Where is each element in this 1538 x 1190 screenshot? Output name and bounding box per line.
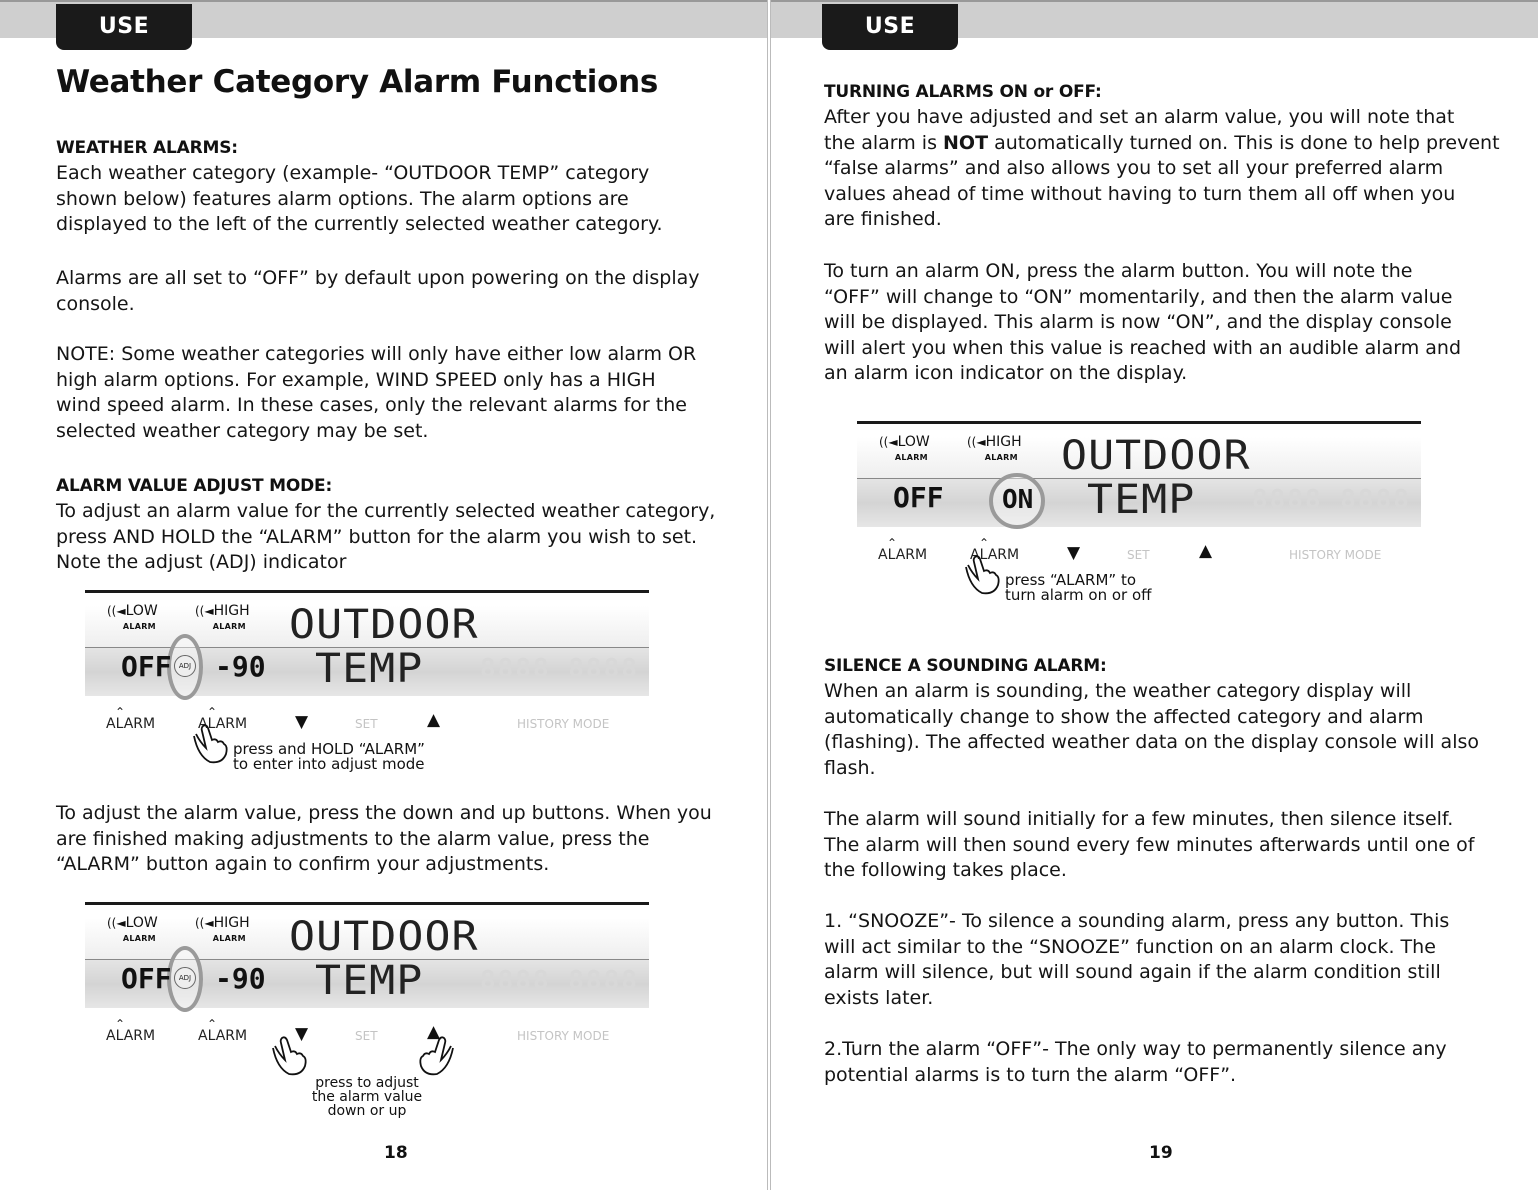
text-line: potential alarms is to turn the alarm “OFF”. [824,1063,1237,1086]
text-line: high alarm options. For example, WIND SPEED only has a HIGH [56,368,656,391]
text-line: When an alarm is sounding, the weather category display will [824,680,1412,702]
low-alarm-value: OFF [121,962,172,995]
text-line: values ahead of time without having to turn them all off when you [824,182,1456,205]
low-label: LOW [897,434,930,450]
page-18 [0,0,768,1190]
text-line: alarm will silence, but will sound again if the alarm condition still [824,961,1441,984]
alarm-button-low[interactable]: ALARM [106,1028,156,1044]
text-line: The alarm will then sound every few minutes afterwards until one of [824,833,1475,856]
turning-alarms-section [824,82,1514,233]
ghost-digits: 8888 8888 [1252,485,1411,515]
callout-text [1005,573,1151,603]
text-line: are finished making adjustments to the alarm value, press the [56,827,650,850]
alarm-bell-icon: ((◄ [195,604,214,618]
text-line: To adjust an alarm value for the currently selected weather category, [56,500,716,522]
section-tab-use: USE [822,4,958,50]
adjust-mode-heading: ALARM VALUE ADJUST MODE: [56,476,333,496]
category-top-text: OUTDOOR [289,914,479,960]
high-alarm-indicator [195,916,250,946]
sound-initially-paragraph [824,807,1514,884]
alarm-sublabel: ALARM [122,934,156,943]
up-arrow-icon[interactable]: ▲ [1199,541,1213,561]
low-alarm-indicator [879,435,930,465]
alarm-button-high[interactable]: ALARM [198,1028,248,1044]
category-bottom-text: TEMP [1087,477,1196,523]
category-top-text: OUTDOOR [289,602,479,648]
text-line: After you have adjusted and set an alarm value, you will note that [824,106,1455,128]
text-line: console. [56,292,135,315]
text-line: 2.Turn the alarm “OFF”- The only way to permanently silence any [824,1038,1447,1060]
callout-text [307,1076,427,1118]
alarm-button-high[interactable]: ALARM [198,716,248,732]
divider [857,421,1421,424]
set-button[interactable]: SET [355,1029,378,1043]
adj-indicator: ADJ [174,655,196,677]
low-alarm-value: OFF [893,481,944,514]
category-top-text: OUTDOOR [1061,433,1251,479]
text-line: Alarms are all set to “OFF” by default upon powering on the display [56,267,700,289]
emphasis-not: NOT [943,131,989,154]
text-line: “false alarms” and also allows you to set all your preferred alarm [824,157,1444,180]
silence-section [824,656,1514,781]
alarms-default-paragraph [56,266,736,317]
text-line: will alert you when this value is reached with an audible alarm and [824,336,1462,359]
ghost-digits: 8888 8888 [480,966,639,996]
high-alarm-indicator [967,435,1022,465]
text-line: wind speed alarm. In these cases, only the relevant alarms for the [56,394,687,417]
set-button[interactable]: SET [1127,548,1150,562]
category-bottom-text: TEMP [315,646,424,692]
alarm-bell-icon: ((◄ [195,916,214,930]
alarm-sublabel: ALARM [894,453,928,462]
page-number: 19 [1149,1143,1173,1163]
text-line: are finished. [824,208,942,231]
history-mode-button[interactable]: HISTORY MODE [1289,548,1382,562]
weather-alarms-text [56,161,736,238]
page-19 [770,0,1538,1190]
caret-icon: ⌃ [979,536,990,550]
alarm-bell-icon: ((◄ [107,916,126,930]
text-span: automatically turned on. This is done to help prevent [988,131,1500,154]
low-alarm-value: OFF [121,650,172,683]
high-label: HIGH [213,603,250,619]
alarm-bell-icon: ((◄ [967,435,986,449]
down-arrow-icon[interactable]: ▼ [295,712,309,732]
callout-line: press “ALARM” to [1005,571,1137,589]
text-line: NOTE: Some weather categories will only have either low alarm OR [56,343,697,365]
up-arrow-icon[interactable]: ▲ [427,710,441,730]
caret-icon: ⌃ [115,1017,126,1031]
text-line: selected weather category may be set. [56,419,429,442]
callout-text [233,742,425,772]
text-line: exists later. [824,986,934,1009]
text-span: the alarm is [824,131,944,154]
alarm-button-high[interactable]: ALARM [970,547,1020,563]
adjust-mode-text [56,499,736,576]
adjust-mode-section [56,476,736,576]
alarm-sublabel: ALARM [984,453,1018,462]
up-arrow-icon[interactable]: ▲ [427,1022,441,1042]
down-arrow-icon[interactable]: ▼ [1067,543,1081,563]
low-alarm-indicator [107,916,158,946]
lcd-display-adjust-value [85,902,685,1119]
text-line: the following takes place. [824,859,1067,882]
text-line [824,131,1514,157]
page-title: Weather Category Alarm Functions [56,64,659,100]
alarm-sublabel: ALARM [212,622,246,631]
high-label: HIGH [213,915,250,931]
caret-icon: ⌃ [207,705,218,719]
turning-alarms-text [824,105,1514,233]
history-mode-button[interactable]: HISTORY MODE [517,1029,610,1043]
ghost-digits: 8888 8888 [480,654,639,684]
weather-alarms-section [56,138,736,238]
pointing-hand-icon [415,1034,459,1078]
alarm-sublabel: ALARM [122,622,156,631]
text-line: an alarm icon indicator on the display. [824,362,1188,385]
pointing-hand-icon [188,722,232,766]
lcd-display-alarm-on [857,421,1457,626]
callout-line: turn alarm on or off [1005,586,1152,604]
alarm-button-low[interactable]: ALARM [878,547,928,563]
alarm-bell-icon: ((◄ [107,604,126,618]
text-line: will act similar to the “SNOOZE” function on an alarm clock. The [824,935,1436,958]
turning-alarms-heading: TURNING ALARMS ON or OFF: [824,82,1102,102]
text-line: Note the adjust (ADJ) indicator [56,551,347,574]
text-line: “OFF” will change to “ON” momentarily, and then the alarm value [824,285,1453,308]
silence-heading: SILENCE A SOUNDING ALARM: [824,656,1107,676]
low-label: LOW [125,603,158,619]
section-tab-use: USE [56,4,192,50]
divider [85,902,649,905]
text-line: 1. “SNOOZE”- To silence a sounding alarm, press any button. This [824,910,1450,932]
high-label: HIGH [985,434,1022,450]
high-alarm-value: -90 [215,962,266,995]
silence-text [824,679,1514,781]
divider [85,590,649,593]
caret-icon: ⌃ [115,705,126,719]
turn-on-paragraph [824,259,1514,387]
text-line: (flashing). The affected weather data on the display console will also [824,731,1479,754]
callout-line: press to adjust [315,1075,419,1091]
text-line: “ALARM” button again to confirm your adjustments. [56,853,550,876]
text-line: shown below) features alarm options. The alarm options are [56,187,629,210]
high-alarm-value: -90 [215,650,266,683]
page-number: 18 [384,1143,408,1163]
note-paragraph [56,342,736,444]
text-line: displayed to the left of the currently selected weather category. [56,213,663,236]
low-label: LOW [125,915,158,931]
callout-line: the alarm value [311,1089,423,1105]
adjust-value-paragraph [56,801,736,878]
callout-line: press and HOLD “ALARM” [233,740,425,758]
alarm-sublabel: ALARM [212,934,246,943]
text-line: flash. [824,756,876,779]
text-line: The alarm will sound initially for a few minutes, then silence itself. [824,808,1454,830]
text-line: To adjust the alarm value, press the down and up buttons. When you [56,802,712,824]
low-alarm-indicator [107,604,158,634]
caret-icon: ⌃ [207,1017,218,1031]
pointing-hand-icon [267,1034,311,1078]
lcd-display-adjust-mode [85,590,685,795]
text-line: will be displayed. This alarm is now “ON”, and the display console [824,311,1452,334]
callout-line: to enter into adjust mode [233,755,425,773]
high-alarm-indicator [195,604,250,634]
down-arrow-icon[interactable]: ▼ [295,1024,309,1044]
category-bottom-text: TEMP [315,958,424,1004]
text-line: press AND HOLD the “ALARM” button for the alarm you wish to set. [56,525,698,548]
caret-icon: ⌃ [887,536,898,550]
snooze-paragraph [824,909,1514,1011]
text-line: Each weather category (example- “OUTDOOR TEMP” category [56,162,650,184]
alarm-bell-icon: ((◄ [879,435,898,449]
set-button[interactable]: SET [355,717,378,731]
pointing-hand-icon [960,553,1004,597]
text-line: automatically change to show the affected category and alarm [824,705,1424,728]
text-line: To turn an alarm ON, press the alarm button. You will note the [824,260,1413,282]
adj-indicator: ADJ [174,967,196,989]
history-mode-button[interactable]: HISTORY MODE [517,717,610,731]
weather-alarms-heading: WEATHER ALARMS: [56,138,238,158]
turn-off-paragraph [824,1037,1514,1088]
callout-line: down or up [327,1103,407,1119]
alarm-button-low[interactable]: ALARM [106,716,156,732]
high-alarm-value: ON [1002,485,1034,515]
